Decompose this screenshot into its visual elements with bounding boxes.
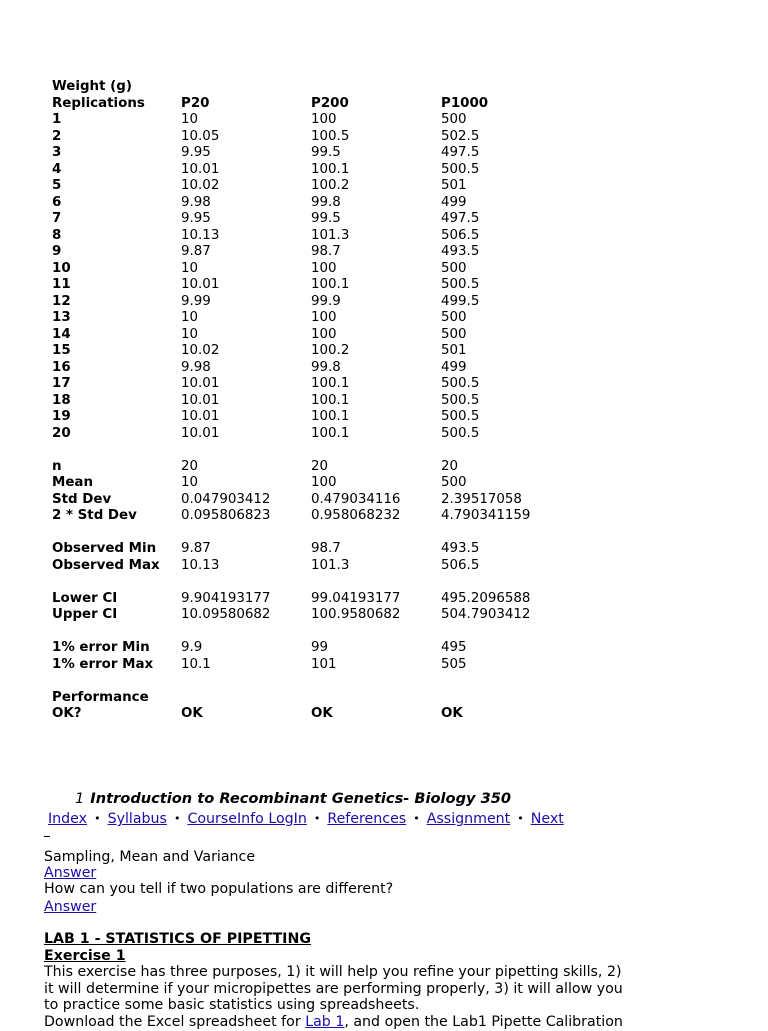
table-cell: 500 <box>441 260 467 276</box>
summary-row <box>52 640 561 657</box>
table-cell: 20 <box>441 458 459 474</box>
course-title-text: Introduction to Recombinant Genetics- Biology 350 <box>90 790 512 807</box>
question-populations: How can you tell if two populations are different? <box>44 881 394 897</box>
table-cell: 10.01 <box>181 409 220 424</box>
table-row <box>52 145 561 162</box>
download-text-tail: , and open the Lab1 Pipette Calibration <box>344 1014 623 1031</box>
table-cell <box>311 624 441 641</box>
table-cell: 9.99 <box>181 293 211 309</box>
table-row <box>52 162 561 179</box>
table-cell: Mean <box>52 475 93 490</box>
table-cell: 10.02 <box>181 178 220 193</box>
table-cell <box>181 525 311 542</box>
table-cell: 500 <box>441 112 467 127</box>
table-cell <box>52 673 181 690</box>
table-cell: 100.1 <box>311 376 350 391</box>
nav-separator: • <box>313 812 321 825</box>
table-cell: 100.1 <box>311 425 350 441</box>
table-cell <box>441 624 561 641</box>
table-cell <box>181 673 311 690</box>
table-cell: 500.5 <box>441 161 480 177</box>
table-row <box>52 228 561 245</box>
summary-row <box>52 459 561 476</box>
nav-link-syllabus[interactable]: Syllabus <box>107 811 167 827</box>
lab1-link[interactable]: Lab 1 <box>305 1014 345 1031</box>
table-cell: 504.7903412 <box>441 607 531 622</box>
table-cell: 500 <box>441 326 467 342</box>
table-cell: Upper CI <box>52 607 118 622</box>
performance-value: OK <box>181 706 203 721</box>
table-cell: 16 <box>52 359 71 375</box>
table-row <box>52 409 561 426</box>
table-row <box>52 343 561 360</box>
table-cell: 20 <box>311 458 329 474</box>
table-row <box>52 211 561 228</box>
table-cell: 493.5 <box>441 541 480 556</box>
table-cell: 10 <box>181 112 199 127</box>
table-cell: 99.8 <box>311 359 341 375</box>
performance-label-row <box>52 690 561 707</box>
table-cell <box>441 442 561 459</box>
table-cell: 10.01 <box>181 277 220 292</box>
table-cell: 1% error Min <box>52 640 150 655</box>
table-cell: 10.13 <box>181 227 220 243</box>
spacer-row <box>52 525 561 542</box>
table-cell: 10.1 <box>181 656 211 672</box>
table-cell: 13 <box>52 310 71 325</box>
table-cell: 495 <box>441 640 467 655</box>
table-cell: 10 <box>52 260 71 276</box>
table-row <box>52 178 561 195</box>
table-cell: P1000 <box>441 95 489 111</box>
table-cell: 0.095806823 <box>181 508 271 523</box>
table-cell: 495.2096588 <box>441 590 531 606</box>
table-cell <box>52 442 181 459</box>
table-cell: 18 <box>52 392 71 408</box>
table-cell: 497.5 <box>441 145 480 160</box>
table-cell: 14 <box>52 326 71 342</box>
table-cell: 500.5 <box>441 409 480 424</box>
table-cell: 99.5 <box>311 211 341 226</box>
table-cell: 9 <box>52 244 62 259</box>
summary-row <box>52 541 561 558</box>
table-cell: 9.98 <box>181 194 211 210</box>
table-cell: 10.01 <box>181 392 220 408</box>
table-cell: 493.5 <box>441 244 480 259</box>
table-row <box>52 360 561 377</box>
table-cell <box>311 673 441 690</box>
table-cell: 506.5 <box>441 557 480 573</box>
performance-value: OK <box>441 706 463 721</box>
table-cell: 101 <box>311 656 337 672</box>
table-cell: 17 <box>52 376 71 391</box>
table-cell: 500.5 <box>441 376 480 391</box>
table-cell: 10.13 <box>181 557 220 573</box>
nav-link-next[interactable]: Next <box>530 811 564 827</box>
table-cell <box>441 525 561 542</box>
spacer-row <box>52 442 561 459</box>
table-cell: 100.1 <box>311 277 350 292</box>
table-cell: 99.9 <box>311 293 341 309</box>
performance-value: OK <box>311 706 333 721</box>
table-cell: 101.3 <box>311 557 350 573</box>
table-cell: 497.5 <box>441 211 480 226</box>
table-cell: 2 * Std Dev <box>52 508 137 523</box>
table-cell: Replications <box>52 95 145 111</box>
table-cell: 0.479034116 <box>311 491 401 507</box>
table-row <box>52 327 561 344</box>
table-cell: 9.95 <box>181 145 211 160</box>
table-cell: 100 <box>311 112 337 127</box>
exercise-paragraph-text: This exercise has three purposes, 1) it will help you refine your pipetting skills, 2) it will determine if your micropipettes are performing properly, 3) it will allow you to practice some basic statistics using spreadsheets. <box>44 964 623 1014</box>
table-cell: 11 <box>52 277 71 292</box>
table-cell: Observed Min <box>52 541 157 556</box>
nav-separator: • <box>413 812 420 825</box>
download-text: Download the Excel spreadsheet for <box>44 1014 306 1031</box>
nav-separator: • <box>173 812 181 825</box>
table-cell: 501 <box>441 343 467 358</box>
table-row <box>52 129 561 146</box>
summary-row <box>52 607 561 624</box>
table-cell <box>181 442 311 459</box>
table-cell: 6 <box>52 194 62 210</box>
table-cell: 10.09580682 <box>181 607 271 622</box>
table-cell: 7 <box>52 211 62 226</box>
table-cell: 19 <box>52 409 71 424</box>
table-cell: 98.7 <box>311 541 341 556</box>
table-cell: 10.01 <box>181 425 220 441</box>
spacer-row <box>52 673 561 690</box>
table-cell <box>311 442 441 459</box>
table-cell: 12 <box>52 293 71 309</box>
summary-row <box>52 508 561 525</box>
table-cell: 9.904193177 <box>181 590 271 606</box>
nav-link-references[interactable]: References <box>327 811 407 827</box>
nav-separator: • <box>94 812 101 825</box>
table-cell: 100.1 <box>311 392 350 408</box>
table-cell: 10.05 <box>181 128 220 144</box>
question-sampling: Sampling, Mean and Variance <box>44 849 256 865</box>
table-cell: Std Dev <box>52 491 112 507</box>
spacer-row <box>52 624 561 641</box>
table-cell: 500.5 <box>441 277 480 292</box>
table-cell: 10 <box>181 310 199 325</box>
table-cell: 0.047903412 <box>181 491 271 507</box>
course-title <box>75 790 511 807</box>
table-cell: 10.01 <box>181 376 220 391</box>
nav-link-courseinfo-login[interactable]: CourseInfo LogIn <box>187 811 307 827</box>
table-cell: 100.1 <box>311 161 350 177</box>
table-cell: 100.2 <box>311 343 350 358</box>
table-cell: 9.9 <box>181 640 203 655</box>
summary-row <box>52 591 561 608</box>
table-cell: 100.9580682 <box>311 607 401 622</box>
table-cell: P20 <box>181 95 210 111</box>
table-cell: 506.5 <box>441 227 480 243</box>
table-cell: 99.8 <box>311 194 341 210</box>
table-row <box>52 112 561 129</box>
table-cell: 15 <box>52 343 71 358</box>
table-cell: P200 <box>311 95 349 111</box>
table-cell: 500.5 <box>441 392 480 408</box>
pipette-statistics-table <box>52 79 561 723</box>
table-cell: 20 <box>52 425 71 441</box>
table-row <box>52 294 561 311</box>
table-row <box>52 244 561 261</box>
table-cell: 100 <box>311 475 337 490</box>
table-cell: 5 <box>52 178 62 193</box>
performance-label-ok: OK? <box>52 706 82 721</box>
table-row <box>52 277 561 294</box>
table-cell <box>441 673 561 690</box>
table-cell: 0.958068232 <box>311 508 401 523</box>
table-cell: 1 <box>52 112 62 127</box>
table-cell: 2.39517058 <box>441 491 522 507</box>
table-cell <box>181 574 311 591</box>
table-cell: 100 <box>311 326 337 342</box>
summary-row <box>52 657 561 674</box>
table-row <box>52 393 561 410</box>
nav-bar <box>48 811 564 827</box>
table-cell <box>52 624 181 641</box>
table-cell: 100.2 <box>311 178 350 193</box>
table-cell: 3 <box>52 145 62 160</box>
performance-row <box>52 706 561 723</box>
table-cell <box>181 624 311 641</box>
table-cell: 500 <box>441 310 467 325</box>
table-cell <box>52 574 181 591</box>
table-cell: Observed Max <box>52 557 160 573</box>
exercise-title: Exercise 1 <box>44 948 126 964</box>
table-cell: 499 <box>441 359 467 375</box>
table-cell: 501 <box>441 178 467 193</box>
table-cell <box>311 525 441 542</box>
table-cell: 10.02 <box>181 343 220 358</box>
table-cell: 4.790341159 <box>441 508 531 523</box>
table-cell: 502.5 <box>441 128 480 144</box>
table-cell: 8 <box>52 227 62 243</box>
table-cell: 100 <box>311 260 337 276</box>
table-cell: 100.1 <box>311 409 350 424</box>
table-row <box>52 376 561 393</box>
spacer-row <box>52 574 561 591</box>
table-cell: 9.98 <box>181 359 211 375</box>
table-cell: 505 <box>441 656 467 672</box>
exercise-paragraph <box>44 964 629 1031</box>
table-title-row <box>52 79 561 96</box>
table-cell: 10.01 <box>181 161 220 177</box>
divider-mark <box>44 836 50 837</box>
performance-label: Performance <box>52 689 149 705</box>
table-cell: 101.3 <box>311 227 350 243</box>
table-row <box>52 261 561 278</box>
table-cell <box>441 574 561 591</box>
summary-row <box>52 558 561 575</box>
table-row <box>52 310 561 327</box>
table-row <box>52 426 561 443</box>
table-cell: n <box>52 458 62 474</box>
table-cell: 10 <box>181 326 199 342</box>
table-cell: 499.5 <box>441 293 480 309</box>
lab-section-title: LAB 1 - STATISTICS OF PIPETTING <box>44 931 311 947</box>
table-cell: 99.04193177 <box>311 590 401 606</box>
table-cell: 2 <box>52 128 62 144</box>
table-cell: 500.5 <box>441 425 480 441</box>
table-cell: 4 <box>52 161 62 177</box>
table-header-row <box>52 96 561 113</box>
summary-row <box>52 492 561 509</box>
nav-link-index[interactable]: Index <box>48 811 88 827</box>
table-cell <box>311 574 441 591</box>
table-cell: 99.5 <box>311 145 341 160</box>
course-number: 1 <box>75 790 85 807</box>
table-cell: 9.87 <box>181 541 211 556</box>
table-cell: 99 <box>311 640 329 655</box>
table-cell: 10 <box>181 475 199 490</box>
table-cell: 9.87 <box>181 244 211 259</box>
table-title: Weight (g) <box>52 79 132 94</box>
table-cell: 10 <box>181 260 199 276</box>
nav-separator: • <box>517 812 524 825</box>
table-cell: 20 <box>181 458 199 474</box>
table-cell: 100.5 <box>311 128 350 144</box>
table-cell <box>52 525 181 542</box>
table-cell: 9.95 <box>181 211 211 226</box>
table-cell: 1% error Max <box>52 656 154 672</box>
table-row <box>52 195 561 212</box>
stats-table-body <box>52 79 561 723</box>
table-cell: 500 <box>441 475 467 490</box>
table-cell: 98.7 <box>311 244 341 259</box>
answer-link-2[interactable]: Answer <box>44 899 97 915</box>
summary-row <box>52 475 561 492</box>
table-cell: Lower CI <box>52 590 118 606</box>
nav-link-assignment[interactable]: Assignment <box>426 811 511 827</box>
table-cell: 499 <box>441 194 467 210</box>
answer-link-1[interactable]: Answer <box>44 865 97 881</box>
table-cell: 100 <box>311 310 337 325</box>
